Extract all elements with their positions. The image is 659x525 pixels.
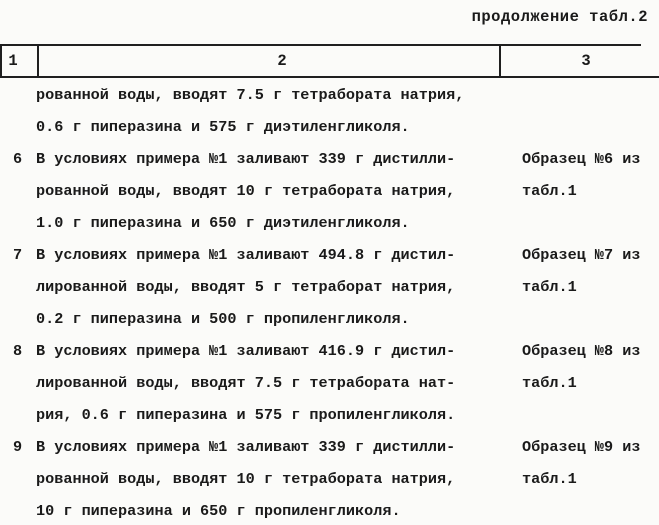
table-row-line (0, 399, 659, 431)
row-col2-text: В условиях примера №1 заливают 339 г дистилли- (36, 438, 456, 456)
row-col2-text: рия, 0.6 г пиперазина и 575 г пропиленгликоля. (36, 406, 456, 424)
row-col3-text: Образец №7 из (522, 246, 641, 264)
row-col3-text: табл.1 (522, 470, 577, 488)
table-row-line (0, 175, 659, 207)
row-col3-text: Образец №6 из (522, 150, 641, 168)
table-row-line (0, 79, 659, 111)
row-col2-text: 1.0 г пиперазина и 650 г диэтиленгликоля. (36, 214, 410, 232)
column-header-2: 2 (277, 52, 287, 70)
row-number: 7 (13, 246, 23, 264)
row-number: 6 (13, 150, 23, 168)
table-header-bottom-border (0, 76, 659, 78)
row-col2-text: рованной воды, вводят 7.5 г тетрабората натрия, (36, 86, 465, 104)
table-row-line (0, 495, 659, 525)
table-col1-col2-divider (37, 44, 39, 78)
table-body (0, 79, 659, 525)
row-col3-text: Образец №9 из (522, 438, 641, 456)
row-col2-text: В условиях примера №1 заливают 416.9 г дистил- (36, 342, 456, 360)
row-col3-text: табл.1 (522, 182, 577, 200)
table-row-line (0, 207, 659, 239)
row-number: 9 (13, 438, 23, 456)
row-number: 8 (13, 342, 23, 360)
row-col3-text: табл.1 (522, 374, 577, 392)
row-col2-text: 0.2 г пиперазина и 500 г пропиленгликоля. (36, 310, 410, 328)
table-row-line (0, 239, 659, 271)
table-row-line (0, 463, 659, 495)
row-col2-text: лированной воды, вводят 5 г тетраборат натрия, (36, 278, 456, 296)
row-col2-text: В условиях примера №1 заливают 339 г дистилли- (36, 150, 456, 168)
table-row-line (0, 111, 659, 143)
table-row-line (0, 431, 659, 463)
row-col3-text: табл.1 (522, 278, 577, 296)
table-continuation-caption: продолжение табл.2 (471, 8, 648, 26)
row-col2-text: 10 г пиперазина и 650 г пропиленгликоля. (36, 502, 401, 520)
row-col3-text: Образец №8 из (522, 342, 641, 360)
column-header-3: 3 (581, 52, 591, 70)
row-col2-text: В условиях примера №1 заливают 494.8 г дистил- (36, 246, 456, 264)
row-col2-text: 0.6 г пиперазина и 575 г диэтиленгликоля. (36, 118, 410, 136)
row-col2-text: рованной воды, вводят 10 г тетрабората натрия, (36, 182, 456, 200)
table-row-line (0, 367, 659, 399)
table-row-line (0, 271, 659, 303)
table-header-top-border (0, 44, 641, 46)
table-row-line (0, 303, 659, 335)
table-col2-col3-divider (499, 44, 501, 78)
row-col2-text: рованной воды, вводят 10 г тетрабората натрия, (36, 470, 456, 488)
table-row-line (0, 143, 659, 175)
column-header-1: 1 (8, 52, 18, 70)
row-col2-text: лированной воды, вводят 7.5 г тетрабората нат- (36, 374, 456, 392)
table-left-border (0, 44, 2, 78)
table-row-line (0, 335, 659, 367)
